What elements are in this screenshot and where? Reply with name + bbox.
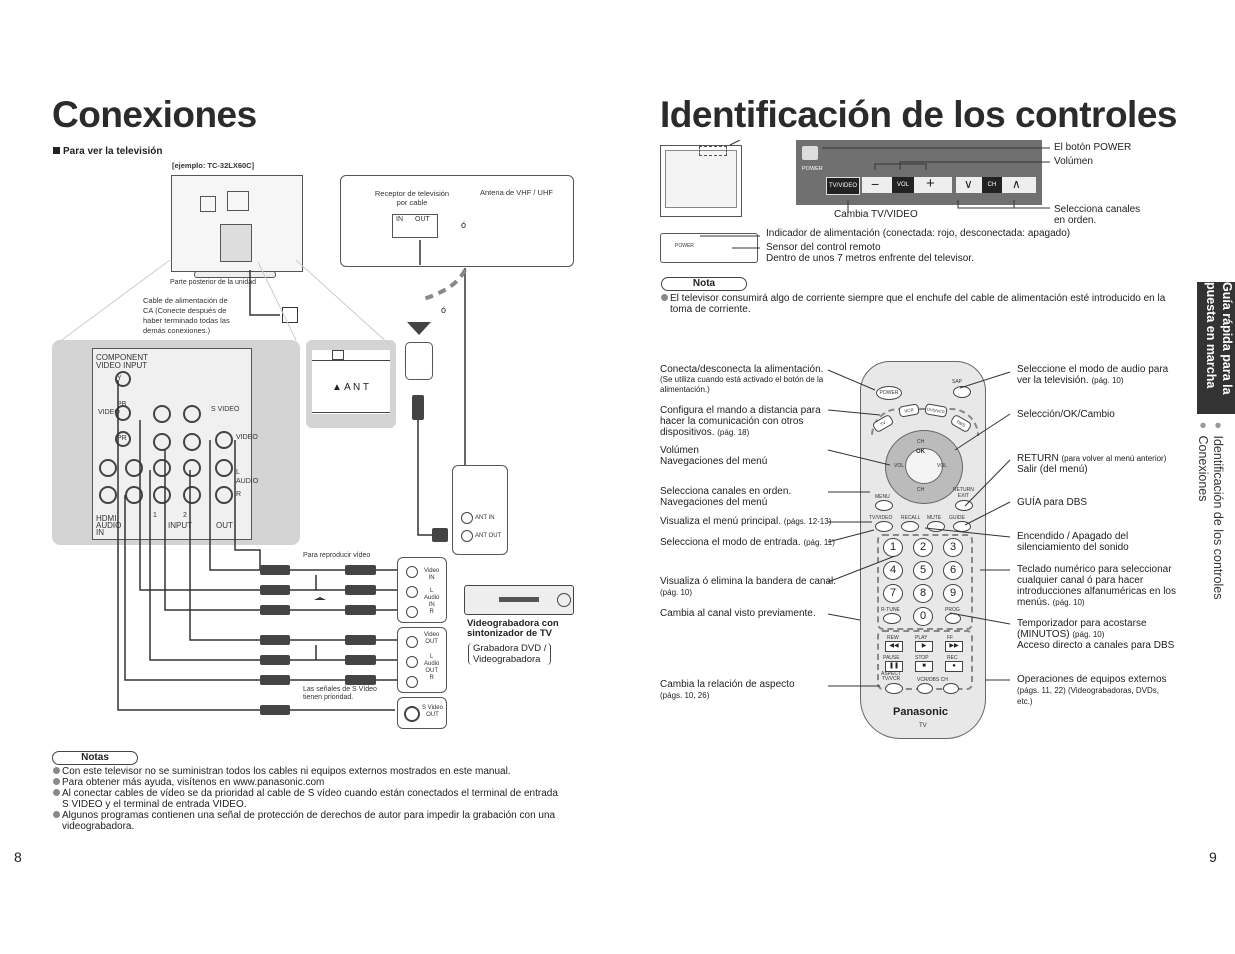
power-button-callout: El botón POWER [1054,142,1132,153]
tv-terminal-panel: COMPONENT VIDEO INPUT Y PB VIDEO PR S VIDEO VIDEO AUDIO L R HDMI AUDIO IN 1 2 INPUT OUT [92,348,252,540]
tvvideo-button-tv[interactable]: TV/VIDEO [826,177,860,195]
volume-up-button[interactable]: + [926,175,935,192]
svideo-priority-note: Las señales de S Vídeo tienen prioridad. [303,686,377,701]
remote-control: POWER SAP TV VCR DVD/VCR DBS CH OK CH VOL VOL MENU RETURN EXIT TV/VIDEO RECALL MUTE GUIDE 1 2 3 4 5 6 7 8 9 0 R-TUNE PROG REW PLAY FF ◀◀ ▶ ▶▶ PAUSE STOP REC ❚❚ ■ ● ASPECT TV/VCR VCR/DBS CH Panasonic TV [860,361,986,739]
callout-rtune: Cambia al canal visto previamente. [660,608,816,619]
remote-key-9[interactable]: 9 [943,584,963,603]
play-video-label: Para reproducir vídeo [303,552,371,559]
remote-dvd-mode-button[interactable]: DVD/VCR [924,403,948,418]
remote-dbs-mode-button[interactable]: DBS [950,414,973,434]
channel-callout: Selecciona canales en orden. [1054,204,1141,226]
remote-rec-button[interactable]: ● [945,661,963,672]
indicator-callout: Indicador de alimentación (conectada: rojo, desconectada: apagado) [766,228,1071,239]
page-title-right: Identificación de los controles [660,94,1177,135]
antenna-label: Antena de VHF / UHF [480,188,553,197]
page-number-right: 9 [1209,849,1217,865]
remote-key-3[interactable]: 3 [943,538,963,557]
callout-mute: Encendido / Apagado del silenciamiento del sonido [1017,531,1129,553]
remote-stop-button[interactable]: ■ [915,661,933,672]
remote-key-2[interactable]: 2 [913,538,933,557]
channel-down-button[interactable]: ∨ [964,177,973,191]
svideo-out-port: S Video OUT [397,697,447,729]
callout-channel: Selecciona canales en orden. Navegaciones del menú [660,486,792,508]
callout-keypad: Teclado numérico para seleccionar cualquier canal ó para hacer introducciones alfanuméricas en los menús. (pág. 10) [1017,564,1176,608]
remote-vcr-mode-button[interactable]: VCR [898,403,920,417]
notes-list: Con este televisor no se suministran todos los cables ni equipos externos mostrados en este manual. Para obtener más ayuda, visítenos en www.panasonic.com Al conectar cables de vídeo se da prioridad al cable de S vídeo cuando están conectados el terminal de entrada S VIDEO y el terminal de entrada VIDEO. Algunos programas contienen una señal de protección de derechos de autor para impedir la grabación con una videograbadora. [53,766,558,832]
remote-rew-button[interactable]: ◀◀ [885,641,903,652]
or-label-1: ó [461,220,467,230]
volume-callout: Volúmen [1054,156,1093,167]
tv-control-panel: POWER TV/VIDEO − VOL + ∨ CH ∧ [796,140,1042,205]
remote-ff-button[interactable]: ▶▶ [945,641,963,652]
section-subtitle: Para ver la televisión [53,146,163,157]
tvvideo-callout: Cambia TV/VIDEO [834,209,918,220]
callout-menu: Visualiza el menú principal. (págs. 12-13) [660,516,832,527]
vcr-out-ports: Video OUT L Audio OUT R [397,627,447,693]
remote-callout-lines [820,360,1020,710]
remote-key-6[interactable]: 6 [943,561,963,580]
power-cable-note: Cable de alimentación de CA (Conecte después de haber terminado todas las demás conexiones.) [143,296,230,335]
remote-key-4[interactable]: 4 [883,561,903,580]
volume-down-button[interactable]: − [871,176,880,192]
channel-buttons-tv: ∨ CH ∧ [956,177,1036,193]
callout-prog: Temporizador para acostarse (MINUTOS) (pág. 10) Acceso directo a canales para DBS [1017,618,1175,651]
callout-volume: Volúmen Navegaciones del menú [660,445,768,467]
remote-brand-logo: Panasonic [893,706,949,718]
ant-panel: ▲ A N T [312,350,390,414]
callout-input: Selecciona el modo de entrada. (pág. 11) [660,537,835,548]
vcr-title: Videograbadora con sintonizador de TV [467,618,559,639]
remote-key-0[interactable]: 0 [913,607,933,626]
vcr-in-ports: Video IN L Audio IN R [397,557,447,623]
remote-key-8[interactable]: 8 [913,584,933,603]
side-tab-items: ● Identificación de los controles ● Conexiones [1196,418,1225,600]
remote-power-button[interactable]: POWER [876,386,902,400]
remote-pause-button[interactable]: ❚❚ [885,661,903,672]
nota-title: Nota [661,277,747,291]
remote-tv-mode-button[interactable]: TV [872,414,895,434]
remote-play-button[interactable]: ▶ [915,641,933,652]
callout-mode: Configura el mando a distancia para hacer la comunicación con otros dispositivos. (pág. 18) [660,405,821,438]
sensor-callout: Sensor del control remoto Dentro de unos 7 metros enfrente del televisor. [766,242,974,264]
example-label: [ejemplo: TC-32LX60C] [172,161,255,170]
tv-front-strip: POWER [660,233,758,263]
side-tab-quickstart[interactable]: Guía rápida para la puesta en marcha [1197,282,1235,414]
callout-power: Conecta/desconecta la alimentación. (Se utiliza cuando está activado el botón de la alimentación.) [660,364,824,394]
page-title-left: Conexiones [52,94,257,135]
channel-up-button[interactable]: ∧ [1012,177,1021,191]
volume-buttons-tv: − VOL + [862,177,952,193]
page-number-left: 8 [14,849,22,865]
or-label-2: ó [441,305,447,315]
vcr-alt: Grabadora DVD / Videograbadora [468,643,551,665]
remote-key-7[interactable]: 7 [883,584,903,603]
vcr-ant-box: ANT IN ANT OUT [452,465,508,555]
callout-external: Operaciones de equipos externos (págs. 11, 22) (Videograbadoras, DVDs, etc.) [1017,674,1167,706]
vcr-device [464,585,574,615]
receiver-ports: IN OUT [392,214,438,238]
remote-key-5[interactable]: 5 [913,561,933,580]
rear-label: Parte posterior de la unidad [170,279,256,286]
callout-guide: GUÍA para DBS [1017,497,1088,508]
callout-aspect: Cambia la relación de aspecto (págs. 10, 26) [660,679,795,700]
notes-title: Notas [52,751,138,765]
callout-recall: Visualiza ó elimina la bandera de canal. (pág. 10) [660,576,837,597]
nota-text: El televisor consumirá algo de corriente siempre que el enchufe del cable de alimentación esté introducido en la toma de corriente. [661,293,1165,315]
cable-receiver-label: Receptor de televisión por cable [374,189,450,207]
callout-sap: Seleccione el modo de audio para ver la televisión. (pág. 10) [1017,364,1169,386]
callout-ok: Selección/OK/Cambio [1017,409,1115,420]
callout-return: RETURN (para volver al menú anterior) Salir (del menú) [1017,453,1167,475]
remote-key-1[interactable]: 1 [883,538,903,557]
